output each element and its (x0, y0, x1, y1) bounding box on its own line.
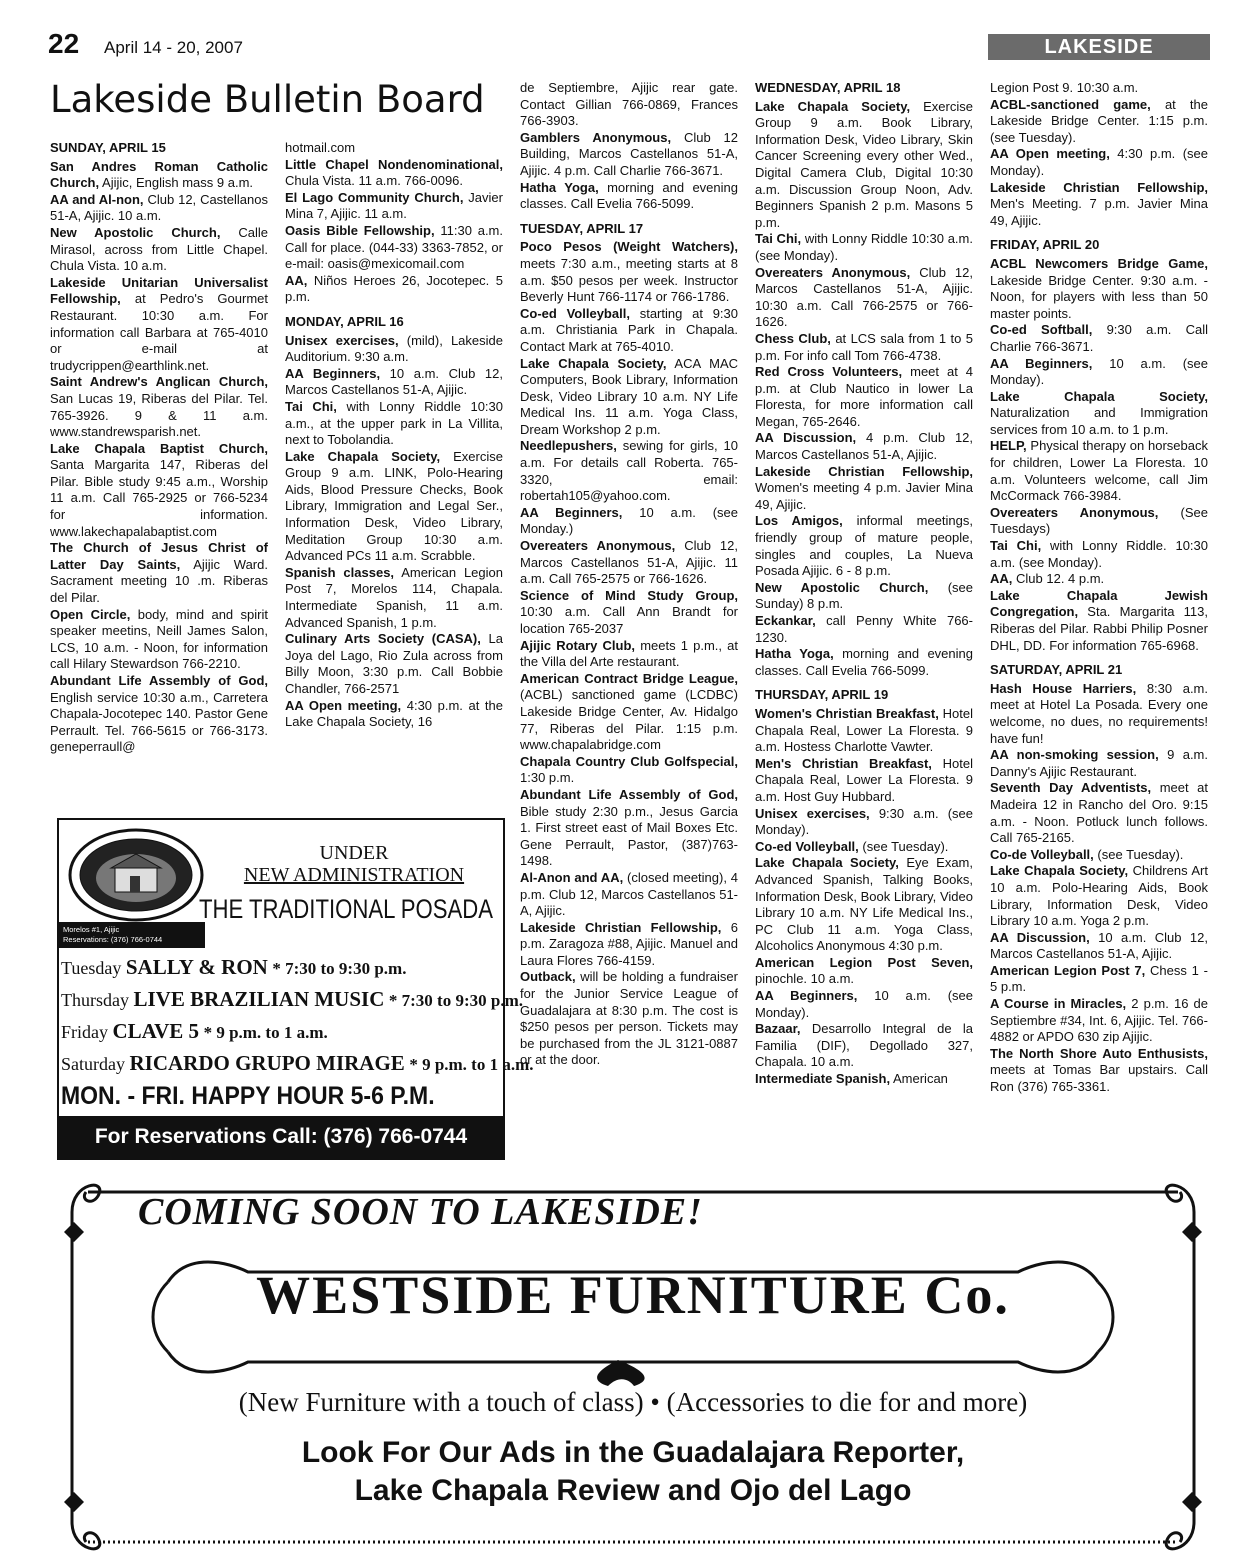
entry-name: Women's Christian Breakfast, (755, 705, 939, 721)
entry-details: 4:30 p.m. at the Lake Chapala Society, 16 (285, 697, 503, 730)
entry-details: 11:30 a.m. Call for place. (044-33) 3363-7852, or e-mail: oasis@mexicomail.com (285, 222, 503, 272)
bulletin-entry (990, 930, 1208, 963)
bulletin-entry (755, 706, 973, 756)
entry-name: Lake Chapala Society, (990, 863, 1129, 879)
bulletin-entry (990, 505, 1208, 538)
bulletin-entry (755, 1021, 973, 1071)
entry-name: Overeaters Anonymous, (520, 538, 676, 554)
entry-name: Hash House Harriers, (990, 680, 1137, 696)
day-heading: MONDAY, APRIL 16 (285, 313, 404, 329)
schedule-act: CLAVE 5 (112, 1019, 200, 1043)
entry-name: Tai Chi, (755, 231, 802, 247)
entry-details: American (893, 1071, 948, 1087)
entry-name: A Course in Miracles, (990, 996, 1127, 1012)
schedule-act: RICARDO GRUPO MIRAGE (129, 1051, 405, 1075)
entry-name: AA and Al-non, (50, 191, 144, 207)
bulletin-entry (285, 565, 503, 631)
schedule-day: Friday (61, 1022, 108, 1042)
bulletin-entry (285, 223, 503, 273)
bulletin-entry (285, 631, 503, 697)
entry-details: morning and evening classes. Call Evelia 766-5099. (520, 179, 738, 212)
entry-details: Niños Heroes 26, Jocotepec. 5 p.m. (285, 272, 503, 305)
bulletin-entry (285, 333, 503, 366)
entry-details: Club 12 Building, Marcos Castellanos 51-A, Ajijic. 4 p.m. Call Charlie 766-3671. (520, 129, 738, 178)
bulletin-entry (520, 969, 738, 1069)
posada-logo (67, 826, 205, 924)
bulletin-entry (755, 430, 973, 463)
schedule-row (61, 1051, 534, 1076)
bulletin-entry (755, 756, 973, 806)
bulletin-entry (990, 180, 1208, 230)
bulletin-entry (990, 681, 1208, 747)
bulletin-entry (285, 366, 503, 399)
entry-details: Bible study 2:30 p.m., Jesus Garcia 1. First street east of Mail Boxes Etc. Gene Perrault, Pastor, (387)763-1498. (520, 803, 738, 869)
entry-details: de Septiembre, Ajijic rear gate. Contact Gillian 766-0869, Frances 766-3903. (520, 80, 738, 129)
bulletin-entry (990, 1046, 1208, 1096)
entry-details: sewing for girls, 10 a.m. For details call Roberta. 765-3320, email: robertah105@yahoo.com. (520, 438, 738, 504)
entry-details: 10 a.m. (see Monday.) (520, 504, 738, 537)
bulletin-entry (285, 190, 503, 223)
entry-details: 6 p.m. Zaragoza #88, Ajijic. Manuel and Laura Flores 766-4159. (520, 919, 738, 968)
bulletin-entry (990, 780, 1208, 846)
entry-name: Lake Chapala Jewish Congregation, (990, 587, 1208, 620)
entry-name: Unisex exercises, (755, 805, 870, 821)
posada-address-box (59, 922, 205, 948)
entry-name: Oasis Bible Fellowship, (285, 222, 435, 238)
entry-name: Overeaters Anonymous, (755, 264, 911, 280)
bulletin-column-5 (990, 80, 1208, 1160)
entry-name: ACBL Newcomers Bridge Game, (990, 255, 1208, 271)
entry-details: American Legion Post 7, Morelos 114, Chapala. Intermediate Spanish, 11 a.m. Advanced Spanish, 1 p.m. (285, 564, 503, 630)
entry-details: (See Tuesdays) (990, 504, 1208, 537)
bulletin-entry (520, 505, 738, 538)
coming-soon-headline: COMING SOON TO LAKESIDE! (138, 1191, 703, 1233)
entry-name: ACBL-sanctioned game, (990, 96, 1151, 112)
entry-details: 1:30 p.m. (520, 770, 575, 786)
schedule-day: Saturday (61, 1054, 125, 1074)
bulletin-entry (755, 513, 973, 579)
entry-details: Chula Vista. 11 a.m. 766-0096. (285, 173, 464, 189)
entry-details: meets at Tomas Bar upstairs. Call Ron (376) 765-3361. (990, 1062, 1208, 1095)
bulletin-column-4 (755, 80, 973, 1160)
bulletin-entry (285, 140, 503, 157)
entry-details: hotmail.com (285, 140, 356, 155)
entry-details: ACA MAC Computers, Book Library, Information Desk, Video Library 10 a.m. NY Life Medical Ins. 11 a.m. Yoga Class, Dream Workshop 2 p.m. (520, 355, 738, 437)
entry-details: Men's Meeting. 7 p.m. Javier Mina 49, Ajijic. (990, 196, 1208, 228)
entry-details: Ajijic, English mass 9 a.m. (102, 175, 254, 191)
bulletin-entry (990, 571, 1208, 588)
bulletin-entry (990, 963, 1208, 996)
entry-details: with Lonny Riddle 10:30 a.m., at the upper park in La Villita, next to Tobolandia. (285, 398, 504, 448)
entry-details: La Joya del Lago, Rio Zula across from Billy Moon, 3:30 p.m. Call Bobbie Chandler, 766-2571 (285, 631, 503, 696)
entry-details: Hotel Chapala Real, Lower La Floresta. 9 a.m. Host Guy Hubbard. (755, 755, 973, 804)
entry-name: Lake Chapala Society, (285, 448, 441, 464)
bulletin-entry (755, 806, 973, 839)
entry-name: AA Beginners, (990, 355, 1093, 371)
entry-details: morning and evening classes. Call Evelia 766-5099. (755, 646, 973, 678)
bulletin-entry (520, 638, 738, 671)
entry-details: with Lonny Riddle. 10:30 a.m. (see Monday). (990, 538, 1208, 570)
entry-name: AA Open meeting, (990, 146, 1110, 162)
bulletin-entry (520, 438, 738, 504)
bulletin-entry (50, 673, 268, 756)
schedule-row (61, 1020, 491, 1044)
entry-details: pinochle. 10 a.m. (755, 971, 855, 987)
entry-name: Tai Chi, (285, 398, 337, 414)
bulletin-entry (285, 399, 503, 449)
entry-name: Gamblers Anonymous, (520, 129, 672, 145)
entry-name: AA, (285, 272, 308, 288)
entry-details: 4 p.m. Club 12, Marcos Castellanos 51-A, Ajijic. (755, 430, 974, 463)
entry-name: Intermediate Spanish, (755, 1071, 891, 1087)
furniture-company-name: WESTSIDE FURNITURE Co. (256, 1265, 1010, 1325)
bulletin-entry (755, 988, 973, 1021)
bulletin-entry (755, 99, 973, 232)
schedule-day: Tuesday (61, 958, 122, 978)
bulletin-entry (520, 787, 738, 870)
entry-name: Red Cross Volunteers, (755, 364, 903, 380)
entry-details: Sta. Margarita 113, Riberas del Pilar. Rabbi Philip Posner DHL, DD. For information 765-6968. (990, 604, 1208, 653)
schedule-act: SALLY & RON (125, 955, 268, 979)
entry-name: Lake Chapala Society, (990, 388, 1208, 404)
bulletin-entry (990, 80, 1208, 97)
entry-details: Club 12, Marcos Castellanos 51-A, Ajijic. 10:30 a.m. Call 766-2575 or 766-1626. (755, 264, 973, 330)
issue-date: April 14 - 20, 2007 (104, 38, 243, 57)
schedule-time: * 7:30 to 9:30 p.m. (388, 991, 523, 1010)
bulletin-entry (990, 356, 1208, 389)
entry-name: Spanish classes, (285, 564, 395, 580)
bulletin-column-3 (520, 80, 738, 1160)
bulletin-entry (755, 364, 973, 430)
posada-under-new-admin (209, 842, 499, 886)
entry-name: Needlepushers, (520, 438, 617, 454)
bulletin-entry (50, 225, 268, 275)
day-heading: SUNDAY, APRIL 15 (50, 140, 166, 155)
bulletin-entry (520, 538, 738, 588)
page-header (48, 28, 1208, 64)
entry-details: 9:30 a.m. Call Charlie 766-3671. (990, 322, 1209, 354)
entry-details: 10 a.m. Club 12, Marcos Castellanos 51-A, Ajijic. (990, 929, 1208, 962)
entry-name: Co-de Volleyball, (990, 846, 1094, 862)
entry-name: AA Beginners, (755, 988, 858, 1004)
entry-details: at the Lakeside Bridge Center. 1:15 p.m. (see Tuesday). (990, 96, 1208, 145)
day-heading: TUESDAY, APRIL 17 (520, 220, 644, 236)
bulletin-entry (990, 847, 1208, 864)
entry-name: Lake Chapala Society, (755, 98, 911, 114)
bulletin-entry (520, 130, 738, 180)
reservations-bar: For Reservations Call: (376) 766-0744 (59, 1116, 503, 1158)
bulletin-entry (285, 157, 503, 190)
entry-details: Chess 1 - 5 p.m. (990, 962, 1208, 995)
entry-name: American Legion Post 7, (990, 962, 1146, 978)
entry-details: (ACBL) sanctioned game (LCDBC) Lakeside Bridge Center, Av. Hidalgo 77, Riberas del Pilar. 1:15 p.m. www.chapalabridge.com (520, 687, 738, 753)
entry-name: AA, (990, 571, 1013, 587)
entry-details: will be holding a fundraiser for the Junior Service League of Guadalajara at 8:30 p.m. The cost is $250 pesos per person. Tickets may be purchased from the JL 3121-0887 or at the door. (520, 969, 738, 1068)
bulletin-entry (50, 374, 268, 440)
entry-name: AA Open meeting, (285, 697, 402, 713)
entry-name: Science of Mind Study Group, (520, 587, 738, 603)
bulletin-entry (520, 754, 738, 787)
bulletin-entry (990, 146, 1208, 179)
entry-name: Eckankar, (755, 613, 816, 628)
entry-details: 10 a.m. Club 12, Marcos Castellanos 51-A, Ajijic. (285, 365, 503, 398)
bulletin-entry (990, 747, 1208, 780)
bulletin-entry (520, 671, 738, 754)
entry-name: Little Chapel Nondenominational, (285, 156, 503, 172)
bulletin-entry (755, 231, 973, 264)
bulletin-entry (755, 839, 973, 856)
entry-name: Tai Chi, (990, 538, 1042, 554)
bulletin-entry (990, 322, 1208, 355)
day-heading: THURSDAY, APRIL 19 (755, 687, 889, 703)
bulletin-entry (990, 438, 1208, 504)
day-heading: FRIDAY, APRIL 20 (990, 237, 1100, 253)
entry-name: HELP, (990, 438, 1027, 454)
entry-details: (see Tuesday). (1097, 846, 1184, 862)
traditional-posada-text: THE TRADITIONAL POSADA (199, 894, 494, 924)
happy-hour: MON. - FRI. HAPPY HOUR 5-6 P.M. (61, 1082, 435, 1110)
entry-name: Culinary Arts Society (CASA), (285, 631, 481, 647)
entry-name: Outback, (520, 969, 576, 985)
entry-name: Hatha Yoga, (755, 646, 834, 662)
section-tag: LAKESIDE (988, 34, 1210, 60)
bulletin-entry (990, 863, 1208, 929)
look-line-2: Lake Chapala Review and Ojo del Lago (354, 1474, 912, 1507)
bulletin-entry (50, 275, 268, 375)
entry-details: meet at Madeira 12 in Rancho del Oro. 9:15 a.m. - Noon. Potluck lunch follows. Call 765-2165. (990, 780, 1208, 846)
bulletin-entry (755, 855, 973, 955)
bulletin-entry (285, 698, 503, 731)
entry-name: Abundant Life Assembly of God, (50, 673, 268, 688)
entry-details: 9 a.m. Danny's Ajijic Restaurant. (990, 747, 1208, 779)
entry-details: call Penny White 766-1230. (755, 613, 973, 645)
new-admin-text: NEW ADMINISTRATION (243, 864, 465, 886)
bulletin-entry (755, 265, 973, 331)
bulletin-entry (520, 180, 738, 213)
bulletin-column-2 (285, 140, 503, 810)
under-text: UNDER (319, 842, 389, 864)
schedule-act: LIVE BRAZILIAN MUSIC (133, 987, 385, 1011)
entry-details: 4:30 p.m. (see Monday). (990, 146, 1208, 178)
entry-details: Club 12, Castellanos 51-A, Ajijic. 10 a.m. (50, 191, 268, 224)
entry-name: Saint Andrew's Anglican Church, (50, 374, 268, 390)
page-number: 22 (48, 28, 80, 59)
entry-details: body, mind and spirit speaker meetins, Neill James Salon, LCS, 10 a.m. - Noon, for information call Hilary Stewardson 766-2210. (50, 606, 268, 672)
entry-name: Bazaar, (755, 1021, 801, 1037)
bulletin-entry (990, 588, 1208, 654)
entry-name: American Legion Post Seven, (755, 954, 973, 970)
entry-details: 10 a.m. (see Monday). (990, 355, 1208, 388)
entry-name: AA non-smoking session, (990, 747, 1159, 763)
bulletin-entry (520, 588, 738, 638)
furniture-tagline: (New Furniture with a touch of class) • (Accessories to die for and more) (238, 1387, 1028, 1417)
entry-details: at LCS sala from 1 to 5 p.m. For info call Tom 766-4738. (755, 330, 974, 363)
entry-details: Exercise Group 9 a.m. LINK, Polo-Hearing Aids, Blood Pressure Checks, Book Library, Immigration and Legal Ser., Information Desk, Video Library, Meditation Group 10:30 a.m. Advanced PCs 11 a.m. Scrabble. (285, 448, 503, 564)
entry-name: AA Discussion, (755, 430, 857, 446)
entry-details: Santa Margarita 147, Riberas del Pilar. Bible study 9:45 a.m., Worship 11 a.m. Call 765-2925 or 766-5234 for information. www.lakechapalabaptist.com (50, 457, 268, 539)
entry-name: Chess Club, (755, 330, 831, 346)
entry-name: Lakeside Christian Fellowship, (990, 179, 1208, 195)
bulletin-entry (520, 239, 738, 305)
bulletin-entry (755, 1071, 973, 1088)
entry-name: San Andres Roman Catholic Church, (50, 158, 268, 191)
bulletin-entry (755, 464, 973, 514)
entry-details: Eye Exam, Advanced Spanish, Talking Books, Information Desk, Book Library, Video Library 10 a.m. NY Life Medical Ins., PC Club 11 a.m. Yoga Class, Alcoholics Anonymous 4:30 p.m. (755, 855, 973, 954)
entry-name: Hatha Yoga, (520, 179, 599, 195)
bulletin-entry (520, 80, 738, 130)
schedule-time: * 9 p.m. to 1 a.m. (409, 1055, 534, 1074)
bulletin-entry (50, 441, 268, 541)
bulletin-entry (755, 580, 973, 613)
entry-name: AA Beginners, (285, 365, 381, 381)
entry-details: Lakeside Bridge Center. 9:30 a.m. - Noon, for players with less than 50 master points. (990, 272, 1208, 321)
entry-details: at Pedro's Gourmet Restaurant. 10:30 a.m. For information call Barbara at 765-4010 or e-mail at trudycrippen@earthlink.net. (50, 291, 268, 373)
bulletin-entry (50, 159, 268, 192)
entry-name: New Apostolic Church, (755, 579, 929, 595)
entry-details: (see Sunday) 8 p.m. (755, 579, 973, 612)
entry-name: The North Shore Auto Enthusists, (990, 1045, 1208, 1061)
entry-name: Lake Chapala Baptist Church, (50, 440, 268, 456)
entry-name: American Contract Bridge League, (520, 670, 738, 686)
entry-name: Lake Chapala Society, (755, 855, 899, 871)
bulletin-column-1 (50, 140, 268, 830)
entry-details: 9:30 a.m. (see Monday). (755, 805, 973, 838)
entry-name: Lakeside Christian Fellowship, (520, 919, 722, 935)
day-heading: WEDNESDAY, APRIL 18 (755, 80, 901, 95)
entry-details: 8:30 a.m. meet at Hotel La Posada. Every one welcome, no dues, no requirements! have fun! (990, 680, 1208, 746)
entry-details: meets 1 p.m., at the Villa del Arte restaurant. (520, 637, 738, 670)
entry-name: Lake Chapala Society, (520, 355, 667, 371)
entry-name: Seventh Day Adventists, (990, 780, 1152, 796)
entry-details: San Lucas 19, Riberas del Pilar. Tel. 765-3926. 9 & 11 a.m. www.standrewsparish.net. (50, 390, 268, 440)
bulletin-entry (520, 920, 738, 970)
entry-details: Club 12, Marcos Castellanos 51-A, Ajijic. 11 a.m. Call 765-2575 or 766-1626. (520, 538, 738, 587)
entry-details: Javier Mina 7, Ajijic. 11 a.m. (285, 189, 503, 222)
entry-details: 10 a.m. (see Monday). (755, 988, 973, 1020)
bulletin-entry (755, 955, 973, 988)
bulletin-entry (990, 97, 1208, 147)
posada-address: Morelos #1, Ajijic (63, 925, 120, 934)
bulletin-entry (990, 996, 1208, 1046)
bulletin-entry (990, 256, 1208, 322)
entry-details: (closed meeting), 4 p.m. Club 12, Marcos Castellanos 51-A, Ajijic. (520, 869, 738, 919)
bulletin-entry (990, 389, 1208, 439)
bulletin-entry (285, 273, 503, 306)
bulletin-entry (285, 449, 503, 565)
furniture-look-for-ads (58, 1434, 1208, 1510)
entry-details: (see Tuesday). (862, 838, 949, 854)
posada-small-reservations: Reservations: (376) 766-0744 (63, 935, 163, 944)
entry-name: El Lago Community Church, (285, 189, 464, 205)
westside-furniture-ad (58, 1172, 1208, 1562)
entry-name: Co-ed Volleyball, (755, 838, 859, 854)
entry-details: 2 p.m. 16 de Septiembre #34, Int. 6, Ajijic. Tel. 766-4882 or APDO 630 zip Ajijic. (990, 996, 1208, 1045)
entry-details: Legion Post 9. 10:30 a.m. (990, 80, 1139, 95)
entry-details: Childrens Art 10 a.m. Polo-Hearing Aids, Book Library, Information Desk, Video Library 10 a.m. Yoga 2 p.m. (990, 863, 1208, 929)
entry-details: meet at 4 p.m. at Club Nautico in lower La Floresta, for more information call Megan, 765-2646. (755, 364, 973, 429)
bulletin-entry (520, 356, 738, 439)
entry-name: Co-ed Volleyball, (520, 305, 630, 321)
entry-details: starting at 9:30 a.m. Christiania Park in Chapala. Contact Mark at 765-4010. (520, 305, 738, 354)
entry-name: The Church of Jesus Christ of Latter Day Saints, (50, 540, 268, 572)
bulletin-entry (50, 192, 268, 225)
entry-details: Ajijic Ward. Sacrament meeting 10 .m. Riberas del Pilar. (50, 556, 268, 606)
entry-details: Club 12. 4 p.m. (1016, 571, 1105, 587)
entry-name: Lakeside Unitarian Universalist Fellowship, (50, 274, 268, 307)
entry-details: 10:30 a.m. Call Ann Brandt for location 765-2037 (520, 604, 738, 636)
schedule-row (61, 987, 523, 1012)
entry-name: Chapala Country Club Golfspecial, (520, 753, 738, 769)
bulletin-entry (50, 607, 268, 673)
entry-details: Physical therapy on horseback for children, Lower La Floresta. 10 a.m. Volunteers welcome, call Jim McCormack 766-3984. (990, 438, 1208, 504)
schedule-row (61, 956, 491, 980)
entry-details: Women's meeting 4 p.m. Javier Mina 49, Ajijic. (755, 480, 973, 512)
entry-name: Poco Pesos (Weight Watchers), (520, 239, 738, 255)
posada-ajijic-ad (57, 818, 534, 1160)
entry-details: informal meetings, friendly group of mature people, singles and couples, La Nueva Posada Ajijic. 6 - 8 p.m. (755, 513, 973, 579)
entry-name: Co-ed Softball, (990, 322, 1093, 338)
bulletin-entry (50, 540, 268, 606)
bulletin-entry (990, 538, 1208, 571)
entry-name: AA Discussion, (990, 929, 1090, 945)
schedule-time: * 7:30 to 9:30 p.m. (272, 959, 407, 978)
entry-name: New Apostolic Church, (50, 224, 221, 240)
day-heading: SATURDAY, APRIL 21 (990, 662, 1123, 678)
entry-details: Desarrollo Integral de la Familia (DIF), Degollado 327, Chapala. 10 a.m. (755, 1021, 973, 1070)
entry-name: Al-Anon and AA, (520, 869, 624, 885)
entry-name: Unisex exercises, (285, 332, 399, 348)
entry-name: Abundant Life Assembly of God, (520, 786, 738, 802)
entry-name: Open Circle, (50, 606, 131, 622)
entry-name: AA Beginners, (520, 504, 623, 520)
look-line-1: Look For Our Ads in the Guadalajara Reporter, (301, 1436, 965, 1469)
bulletin-entry (755, 646, 973, 679)
bulletin-entry (755, 613, 973, 646)
entry-details: Naturalization and Immigration services from 10 a.m. to 1 p.m. (990, 405, 1208, 437)
bulletin-entry (520, 870, 738, 920)
schedule-time: * 9 p.m. to 1 a.m. (203, 1023, 328, 1042)
entry-details: Exercise Group 9 a.m. Book Library, Information Desk, Video Library, Skin Cancer Screening every other Wed., Digital Camera Club, Digital 10:30 a.m. Discussion Group Noon, Adv. Beginners Spanish 2 p.m. Masons 5 p.m. (755, 98, 973, 230)
entry-details: meets 7:30 a.m., meeting starts at 8 a.m. $50 pesos per week. Instructor Beverly Hunt 766-1174 or 766-1786. (520, 255, 738, 305)
entry-name: Lakeside Christian Fellowship, (755, 463, 973, 479)
schedule-day: Thursday (61, 990, 129, 1010)
entry-details: English service 10:30 a.m., Carretera Chapala-Jocotepec 140. Pastor Gene Perrault. Tel. 766-5615 or 766-3173. geneperraull@ (50, 689, 268, 755)
entry-details: Hotel Chapala Real, Lower La Floresta. 9 a.m. Hostess Charlotte Vawter. (755, 705, 973, 755)
bulletin-entry (755, 331, 973, 364)
entry-name: Men's Christian Breakfast, (755, 755, 932, 771)
bulletin-entry (520, 306, 738, 356)
entry-details: Calle Mirasol, across from Little Chapel. Chula Vista. 10 a.m. (50, 224, 268, 274)
entry-details: with Lonny Riddle 10:30 a.m. (see Monday). (755, 231, 973, 263)
entry-name: Ajijic Rotary Club, (520, 637, 636, 653)
entry-name: Los Amigos, (755, 513, 843, 529)
page-title: Lakeside Bulletin Board (50, 78, 485, 121)
entry-details: (mild), Lakeside Auditorium. 9:30 a.m. (285, 332, 503, 365)
entry-name: Overeaters Anonymous, (990, 504, 1159, 520)
